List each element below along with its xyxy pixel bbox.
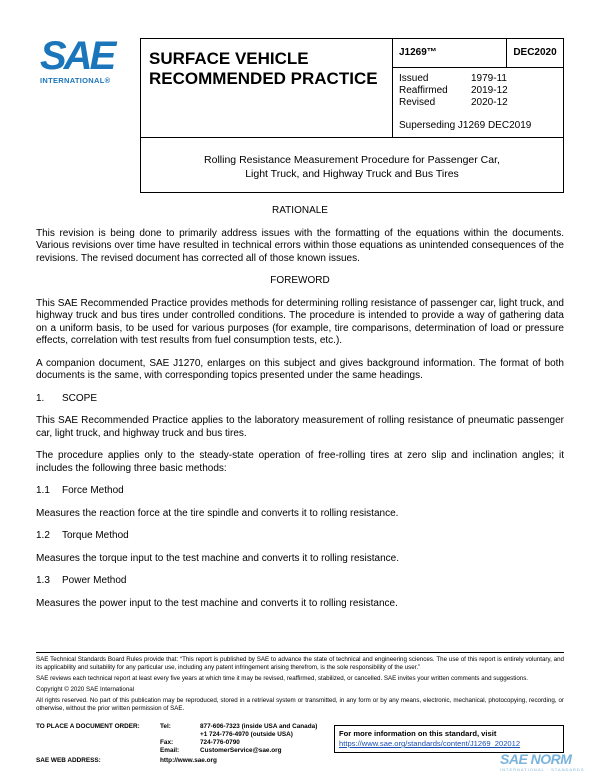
section-number: 1.1 xyxy=(36,485,50,496)
section-title: Torque Method xyxy=(62,530,129,541)
method-text: Measures the torque input to the test machine and converts it to rolling resistance. xyxy=(36,552,399,564)
header-meta xyxy=(393,39,563,137)
sae-logo xyxy=(40,34,124,88)
footer-rights: All rights reserved. No part of this publication may be reproduced, stored in a retrieval system or transmitted, in any form or by any means, electronic, mechanical, photocopying, recording, or otherwise, without the prior written permission of SAE. xyxy=(36,697,564,712)
watermark-text: SAE NORM xyxy=(500,751,572,767)
web-address xyxy=(36,757,217,764)
footer-copyright: Copyright © 2020 SAE International xyxy=(36,686,135,693)
document-category xyxy=(141,39,393,137)
header-box xyxy=(140,38,564,138)
logo-mark: SAE xyxy=(40,34,114,78)
web-link[interactable]: http://www.sae.org xyxy=(160,757,217,764)
foreword-paragraph-2: A companion document, SAE J1270, enlarges on this subject and gives background information. The format of both documents is the same, with corresponding topics presented under the same headings. xyxy=(36,357,564,381)
foreword-heading: FOREWORD xyxy=(270,275,330,286)
footer-divider xyxy=(36,652,564,653)
document-title xyxy=(140,137,564,193)
fax-number: 724-776-0790 xyxy=(200,739,240,746)
logo-subtitle: INTERNATIONAL® xyxy=(40,76,111,85)
method-heading xyxy=(36,530,564,543)
footer-rules: SAE Technical Standards Board Rules provide that: “This report is published by SAE to advance the state of technical and engineering sciences. The use of this report is entirely voluntary, and its applicability and suitability for any particular use, including any patent infringement arising therefrom, is the sole responsibility of the user.” xyxy=(36,656,564,671)
tel-label: Tel: xyxy=(160,723,171,730)
tel-1: 877-606-7323 (inside USA and Canada) xyxy=(200,723,318,730)
tel-2: +1 724-776-4970 (outside USA) xyxy=(200,731,293,738)
rationale-text: This revision is being done to primarily address issues with the formatting of the equations within the documents. Various revisions over time have resulted in technical errors within those equations as unintended consequences of the revisions. The revised document has corrected all of those known issues. xyxy=(36,227,564,264)
rationale-heading: RATIONALE xyxy=(272,205,328,216)
section-number: 1. xyxy=(36,392,45,404)
section-number: 1.3 xyxy=(36,575,50,586)
standard-link[interactable]: https://www.sae.org/standards/content/J1269_202012 xyxy=(339,739,521,748)
more-info-title: For more information on this standard, visit xyxy=(339,729,497,738)
document-date: DEC2020 xyxy=(513,47,557,58)
method-text: Measures the power input to the test machine and converts it to rolling resistance. xyxy=(36,597,398,609)
revised-date: 2020-12 xyxy=(471,97,508,108)
title-line-2: Light Truck, and Highway Truck and Bus Tires xyxy=(245,168,459,180)
watermark-logo xyxy=(500,752,590,774)
document-body xyxy=(36,205,564,620)
category-line-2: RECOMMENDED PRACTICE xyxy=(149,69,378,88)
document-number: J1269™ xyxy=(393,39,507,67)
footer-review: SAE reviews each technical report at least every five years at which time it may be revised, reaffirmed, stabilized, or cancelled. SAE invites your written comments and suggestions. xyxy=(36,675,529,682)
email-address[interactable]: CustomerService@sae.org xyxy=(200,747,282,754)
section-number: 1.2 xyxy=(36,530,50,541)
title-line-1: Rolling Resistance Measurement Procedure for Passenger Car, xyxy=(204,154,500,166)
method-heading xyxy=(36,575,564,588)
issued-label: Issued xyxy=(399,73,429,84)
revised-label: Revised xyxy=(399,97,436,108)
reaffirmed-label: Reaffirmed xyxy=(399,85,448,96)
reaffirmed-date: 2019-12 xyxy=(471,85,508,96)
section-title: Force Method xyxy=(62,485,124,496)
scope-paragraph-2: The procedure applies only to the steady-state operation of free-rolling tires at zero slip and inclination angles; it includes the following three basic methods: xyxy=(36,450,564,474)
fax-label: Fax: xyxy=(160,739,174,746)
issued-date: 1979-11 xyxy=(471,73,507,84)
scope-heading xyxy=(36,393,564,406)
order-contact xyxy=(36,723,317,755)
more-info-box xyxy=(334,725,564,753)
method-text: Measures the reaction force at the tire spindle and converts it to rolling resistance. xyxy=(36,507,399,519)
foreword-paragraph-1: This SAE Recommended Practice provides methods for determining rolling resistance of passenger car, light truck, and highway truck and bus tires under controlled conditions. The procedure is intended to provide a way of gathering data on a uniform basis, to be used for various purposes (for example, tire comparisons, determination of load or pressure effects, correlation with test results from fuel consumption tests, etc.). xyxy=(36,297,564,346)
web-label: SAE WEB ADDRESS: xyxy=(36,757,101,764)
order-label: TO PLACE A DOCUMENT ORDER: xyxy=(36,723,140,730)
method-heading xyxy=(36,485,564,498)
section-title: SCOPE xyxy=(62,392,98,404)
watermark-subtext: INTERNATIONAL · STANDARDS xyxy=(500,767,585,772)
section-title: Power Method xyxy=(62,575,127,586)
footer-legal xyxy=(36,656,564,716)
superseding-note: Superseding J1269 DEC2019 xyxy=(399,120,532,131)
revision-dates xyxy=(393,68,563,109)
scope-paragraph-1: This SAE Recommended Practice applies to the laboratory measurement of rolling resistance of pneumatic passenger car, light truck, and highway truck and bus tires. xyxy=(36,415,564,439)
email-label: Email: xyxy=(160,747,180,754)
category-line-1: SURFACE VEHICLE xyxy=(149,49,309,68)
